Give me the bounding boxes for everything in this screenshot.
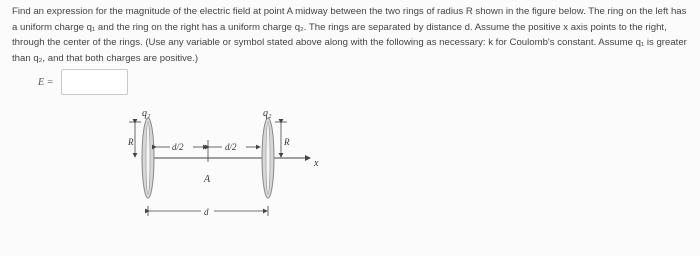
right-radius-label: R bbox=[284, 137, 290, 147]
x-axis-label: x bbox=[314, 158, 319, 169]
rings-diagram bbox=[100, 108, 330, 228]
problem-statement bbox=[12, 4, 688, 66]
left-radius-label: R bbox=[128, 137, 134, 147]
right-ring bbox=[262, 118, 274, 198]
left-ring bbox=[142, 118, 154, 198]
q2-label: q₂ bbox=[263, 108, 272, 119]
answer-row bbox=[38, 69, 128, 95]
rings-figure bbox=[100, 108, 330, 233]
answer-input[interactable] bbox=[61, 69, 128, 95]
half-d-left-label: d/2 bbox=[172, 142, 184, 152]
problem-text: Find an expression for the magnitude of the electric field at point A midway between the two rings of radius R shown in the figure below. The ring on the left has a uniform charge q₁ and the ring on the right has a uniform charge q₂. The rings are separated by distance d. Assume the positive x axis points to the right, through the center of the rings. (Use any variable or symbol stated above along with the following as necessary: k for Coulomb's constant. Assume q₁ is greater than q₂, and that both charges are positive.) bbox=[12, 6, 687, 64]
point-a-label: A bbox=[204, 174, 211, 185]
separation-d-label: d bbox=[204, 207, 209, 217]
q1-label: q₁ bbox=[142, 108, 151, 119]
answer-label: E = bbox=[38, 76, 54, 88]
half-d-right-label: d/2 bbox=[225, 142, 237, 152]
